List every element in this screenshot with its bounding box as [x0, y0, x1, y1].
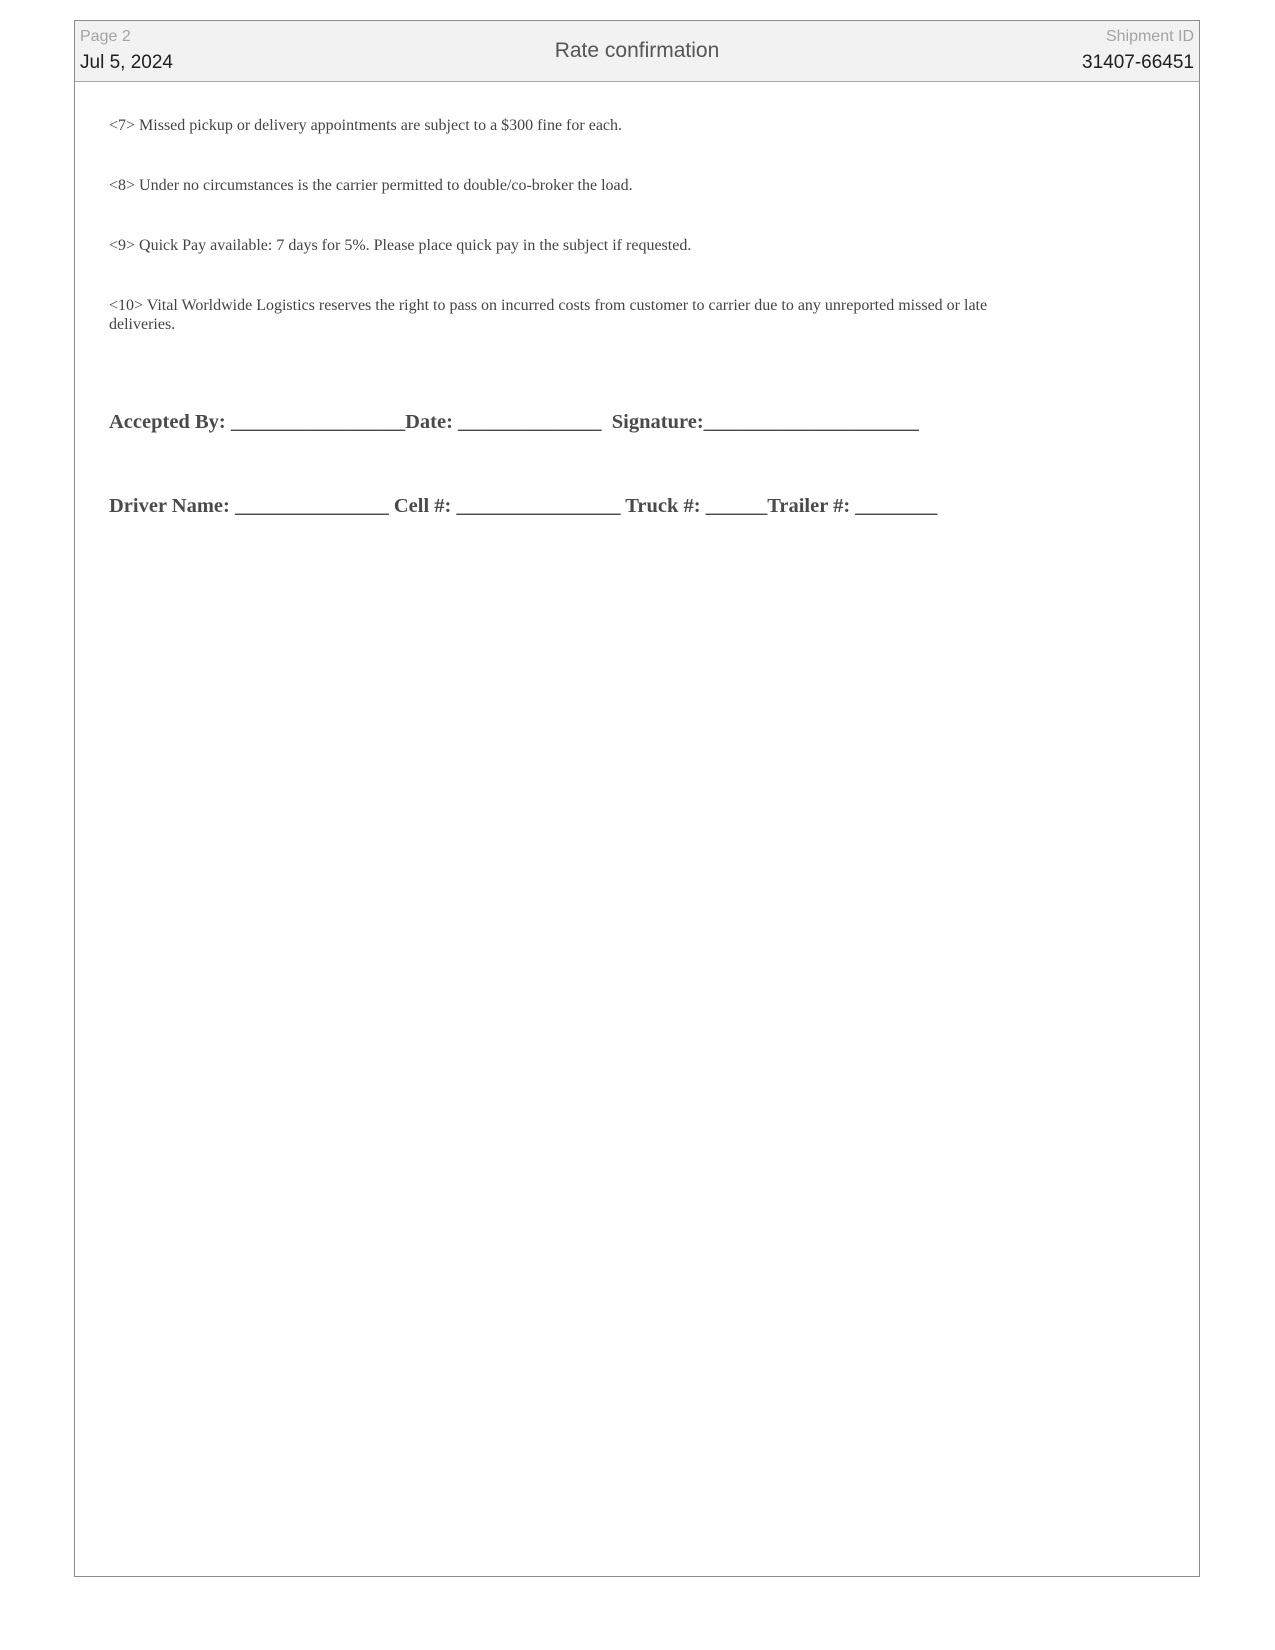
- signature-field[interactable]: _____________________: [703, 411, 919, 433]
- date-label: Date:: [405, 411, 459, 433]
- term-10: <10> Vital Worldwide Logistics reserves the right to pass on incurred costs from customer to carrier due to any unreported missed or late deliveries.: [109, 297, 988, 333]
- shipment-id-label: Shipment ID: [1105, 28, 1194, 45]
- date-field[interactable]: ______________: [458, 411, 602, 433]
- document-date: Jul 5, 2024: [80, 52, 173, 73]
- cell-label: Cell #:: [388, 495, 457, 517]
- driver-info-line: [109, 495, 937, 518]
- truck-label: Truck #:: [620, 495, 706, 517]
- trailer-label: Trailer #:: [767, 495, 856, 517]
- page-header: [75, 21, 1199, 82]
- page-number: Page 2: [80, 28, 131, 45]
- cell-field[interactable]: ________________: [456, 495, 621, 517]
- page-title: Rate confirmation: [554, 39, 720, 62]
- term-7: <7> Missed pickup or delivery appointments are subject to a $300 fine for each.: [109, 117, 623, 134]
- trailer-field[interactable]: ________: [855, 495, 938, 517]
- truck-field[interactable]: ______: [705, 495, 768, 517]
- accepted-by-field[interactable]: _________________: [230, 411, 406, 433]
- terms-list: [109, 116, 1009, 375]
- accepted-by-label: Accepted By:: [109, 411, 231, 433]
- driver-name-field[interactable]: _______________: [234, 495, 389, 517]
- acceptance-line: [109, 411, 919, 434]
- signature-label: Signature:: [601, 411, 704, 433]
- document-page: [74, 20, 1200, 1577]
- driver-name-label: Driver Name:: [109, 495, 235, 517]
- shipment-id-value: 31407-66451: [1082, 52, 1194, 73]
- term-9: <9> Quick Pay available: 7 days for 5%. Please place quick pay in the subject if requested.: [109, 237, 692, 254]
- term-8: <8> Under no circumstances is the carrier permitted to double/co-broker the load.: [109, 177, 633, 194]
